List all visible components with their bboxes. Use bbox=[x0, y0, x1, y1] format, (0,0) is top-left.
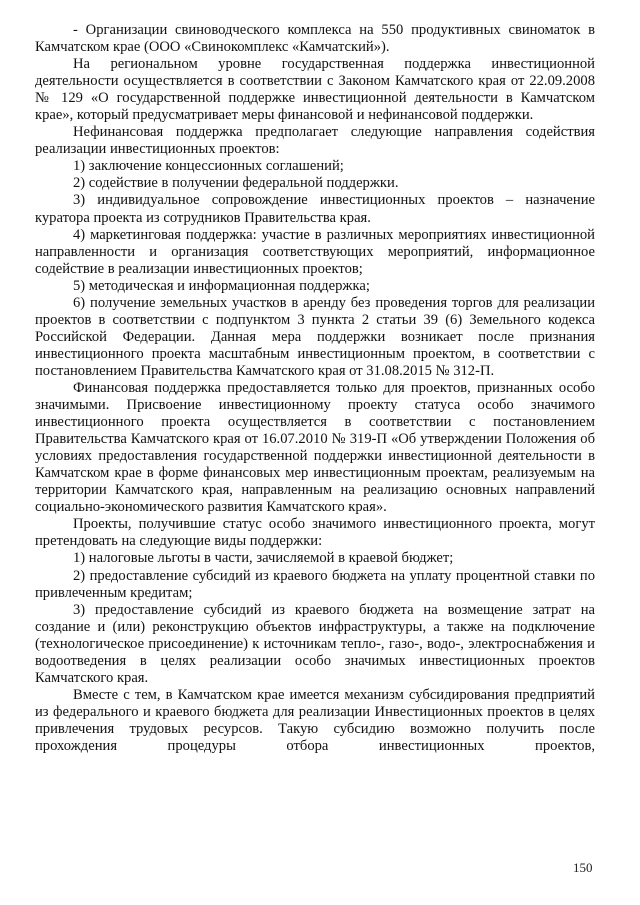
paragraph: 6) получение земельных участков в аренду без проведения торгов для реализации проектов в соответствии с подпунктом 3 пункта 2 статьи 39 (6) Земельного кодекса Российской Федерации. Данная мера поддержки возникает после признания инвестиционного проекта масштабным инвестиционным проектом, в соответствии с постановлением Правительства Камчатского края от 31.08.2015 № 312-П. bbox=[35, 294, 595, 379]
paragraph: Проекты, получившие статус особо значимого инвестиционного проекта, могут претендовать на следующие виды поддержки: bbox=[35, 516, 595, 550]
paragraph: На региональном уровне государственная поддержка инвестиционной деятельности осуществляется в соответствии с Законом Камчатского края от 22.09.2008 № 129 «О государственной поддержке инвестиционной деятельности в Камчатском крае», который предусматривает меры финансовой и нефинансовой поддержки. bbox=[35, 56, 595, 124]
paragraph: Финансовая поддержка предоставляется только для проектов, признанных особо значимыми. Присвоение инвестиционному проекту статуса особо значимого инвестиционного проекта осуществляется в соответствии с постановлением Правительства Камчатского края от 16.07.2010 № 319-П «Об утверждении Положения об условиях предоставления государственной поддержки инвестиционной деятельности в Камчатском крае в форме финансовых мер инвестиционным проектам, реализуемым на территории Камчатского края, направленным на реализацию основных направлений социально-экономического развития Камчатского края». bbox=[35, 379, 595, 516]
paragraph: 2) предоставление субсидий из краевого бюджета на уплату процентной ставки по привлеченным кредитам; bbox=[35, 567, 595, 601]
page-number: 150 bbox=[573, 860, 593, 875]
paragraph: 1) налоговые льготы в части, зачисляемой в краевой бюджет; bbox=[73, 550, 454, 567]
paragraph: 2) содействие в получении федеральной поддержки. bbox=[73, 175, 399, 192]
paragraph: 1) заключение концессионных соглашений; bbox=[73, 158, 344, 175]
paragraph: 3) предоставление субсидий из краевого бюджета на возмещение затрат на создание и (или) реконструкцию объектов инфраструктуры, а также на подключение (технологическое присоединение) к источникам тепло-, газо-, водо-, электроснабжения и водоотведения в целях реализации особо значимых инвестиционных проектов Камчатского края. bbox=[35, 601, 595, 686]
document-body bbox=[35, 22, 595, 755]
paragraph: 3) индивидуальное сопровождение инвестиционных проектов – назначение куратора проекта из сотрудников Правительства края. bbox=[35, 192, 595, 226]
paragraph: 4) маркетинговая поддержка: участие в различных мероприятиях инвестиционной направленности и организация соответствующих мероприятий, информационное содействие в реализации инвестиционных проектов; bbox=[35, 226, 595, 277]
paragraph: Нефинансовая поддержка предполагает следующие направления содействия реализации инвестиционных проектов: bbox=[35, 124, 595, 158]
paragraph: 5) методическая и информационная поддержка; bbox=[73, 277, 370, 294]
paragraph: Вместе с тем, в Камчатском крае имеется механизм субсидирования предприятий из федерального и краевого бюджета для реализации Инвестиционных проектов в целях привлечения трудовых ресурсов. Такую субсидию возможно получить после прохождения процедуры отбора инвестиционных проектов, bbox=[35, 686, 595, 754]
paragraph: - Организации свиноводческого комплекса на 550 продуктивных свиноматок в Камчатском крае (ООО «Свинокомплекс «Камчатский»). bbox=[35, 22, 595, 56]
